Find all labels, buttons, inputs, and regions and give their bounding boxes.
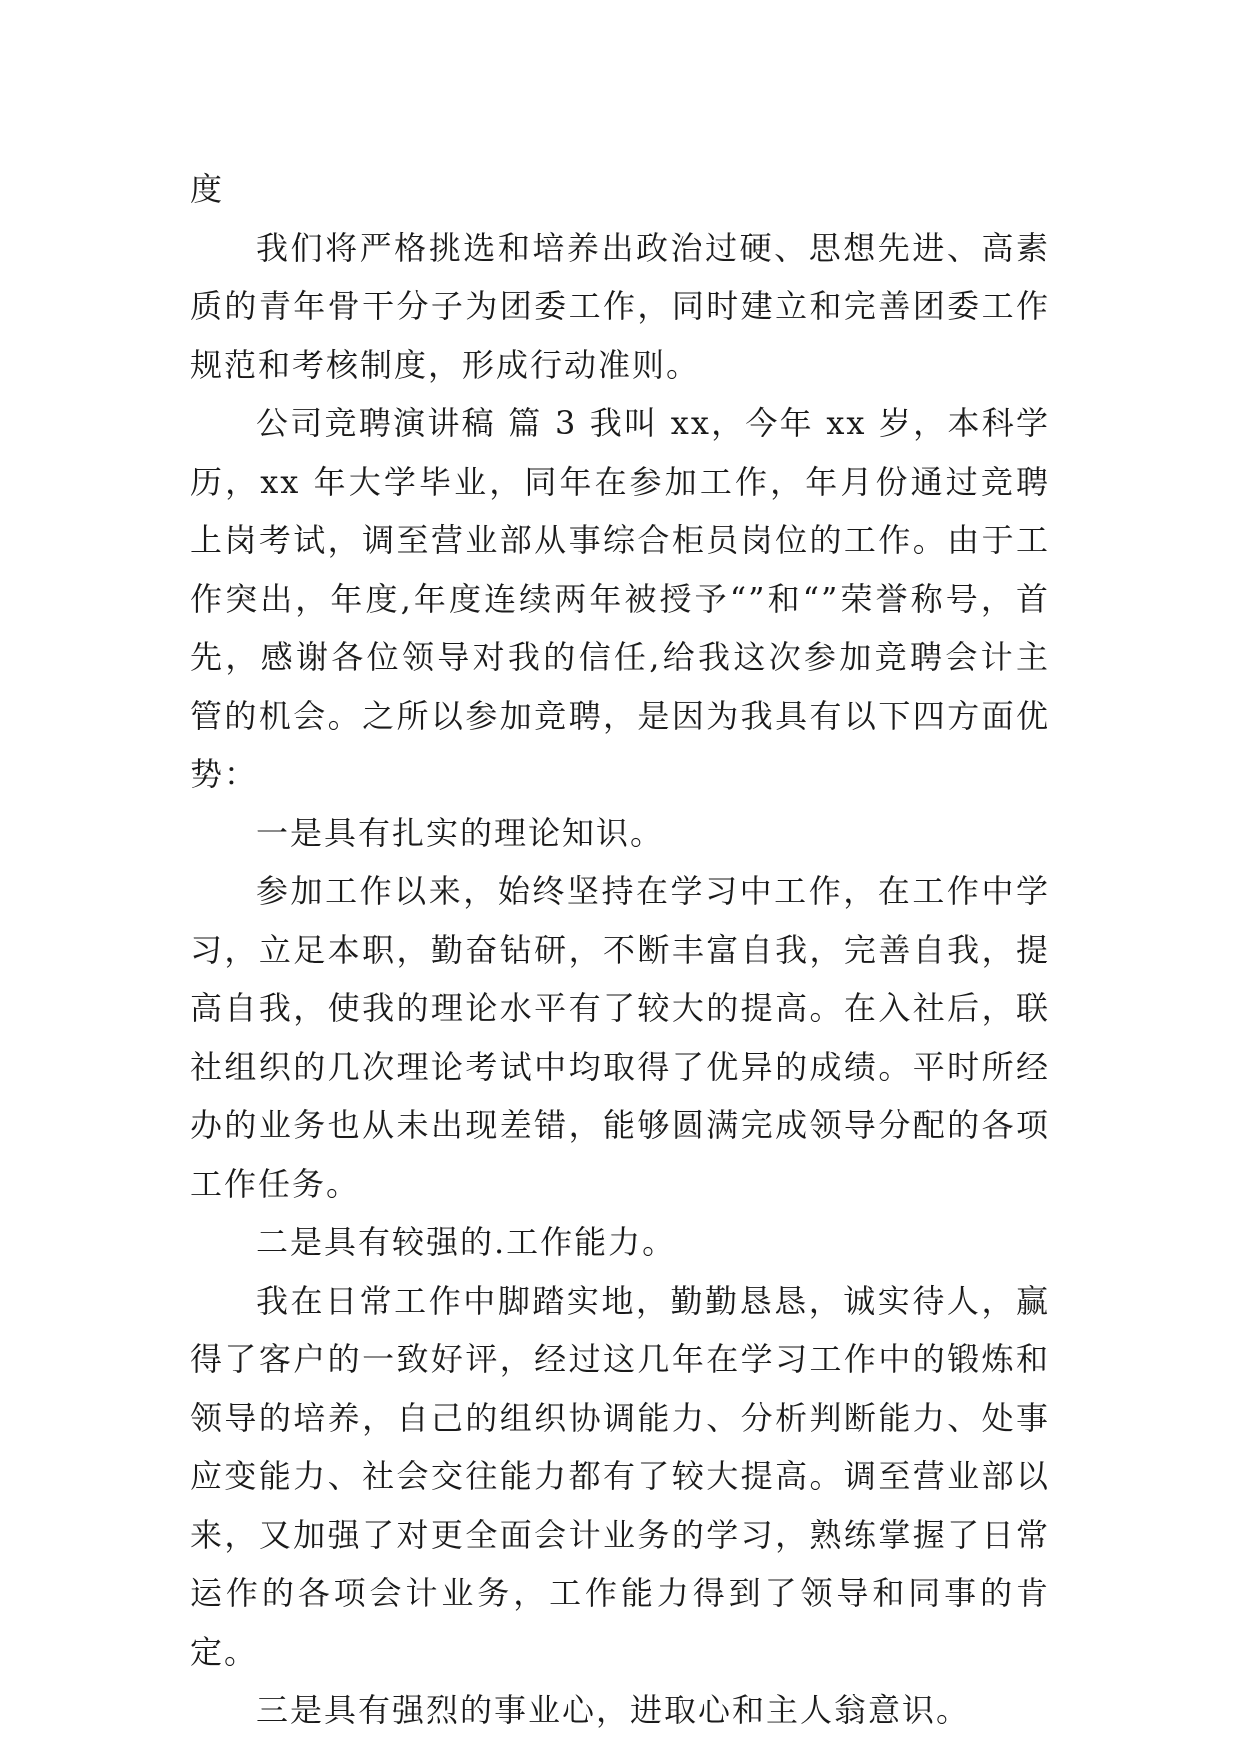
paragraph-advantage-one-heading: 一是具有扎实的理论知识。: [256, 813, 665, 852]
paragraph-youth-league-plan: 我们将严格挑选和培养出政治过硬、思想先进、高素质的青年骨干分子为团委工作，同时建立和完善团委工作规范和考核制度，形成行动准则。: [190, 228, 1050, 384]
paragraph-continuation: 度: [190, 170, 225, 208]
paragraph-speech-intro: 公司竞聘演讲稿 篇 3 我叫 xx，今年 xx 岁，本科学历，xx 年大学毕业，同年在参加工作，年月份通过竞聘上岗考试，调至营业部从事综合柜员岗位的工作。由于工作突出，年度,年度连续两年被授予“”和“”荣誉称号，首先，感谢各位领导对我的信任,给我这次参加竞聘会计主管的机会。之所以参加竞聘，是因为我具有以下四方面优势：: [190, 404, 1050, 793]
paragraph-advantage-three-heading: 三是具有强烈的事业心，进取心和主人翁意识。: [256, 1691, 971, 1729]
paragraph-advantage-one-body: 参加工作以来，始终坚持在学习中工作，在工作中学习，立足本职，勤奋钻研，不断丰富自我，完善自我，提高自我，使我的理论水平有了较大的提高。在入社后，联社组织的几次理论考试中均取得了优异的成绩。平时所经办的业务也从未出现差错，能够圆满完成领导分配的各项工作任务。: [190, 872, 1050, 1203]
paragraph-advantage-two-heading: 二是具有较强的.工作能力。: [256, 1223, 677, 1261]
paragraph-advantage-two-body: 我在日常工作中脚踏实地，勤勤恳恳，诚实待人，赢得了客户的一致好评，经过这几年在学习工作中的锻炼和领导的培养，自己的组织协调能力、分析判断能力、处事应变能力、社会交往能力都有了较大提高。调至营业部以来，又加强了对更全面会计业务的学习，熟练掌握了日常运作的各项会计业务，工作能力得到了领导和同事的肯定。: [190, 1281, 1050, 1671]
document-body: [190, 160, 1050, 1740]
